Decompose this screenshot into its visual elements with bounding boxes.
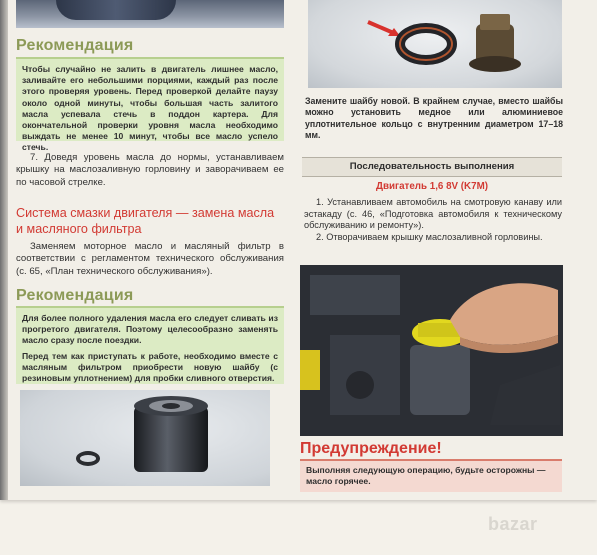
oil-filter-image — [132, 394, 210, 478]
recommendation-text-2a: Для более полного удаления масла его следует сливать из прогретого двигателя. Поэтому целесообразно заменять масло сразу после поездки. — [22, 313, 278, 346]
page-spine-shadow — [0, 0, 8, 500]
sequence-title: Последовательность выполнения — [302, 157, 562, 177]
washer-and-plug-image — [308, 0, 562, 88]
recommendation-box-1 — [16, 57, 284, 153]
engine-photo-top-left — [16, 0, 284, 28]
engine-bay-photo — [300, 265, 563, 436]
washer-photo — [308, 0, 562, 88]
oil-filter-photo — [20, 390, 270, 486]
step-7-paragraph — [16, 152, 284, 189]
recommendation-heading-1: Рекомендация — [16, 37, 134, 54]
step-1-text: 1. Устанавливаем автомобиль на смотровую канаву или эстакаду (с. 46, «Подготовка автомобиля к техническому обслуживанию и ремонту»). — [304, 197, 562, 231]
section-text: Заменяем моторное масло и масляный фильтр в соответствии с регламентом технического обслуживания (с. 65, «План технического обслуживания»). — [16, 241, 284, 277]
recommendation-text-1: Чтобы случайно не залить в двигатель лишнее масло, заливайте его небольшими порциями, каждый раз после этого проверяя уровень. Перед проверкой делайте паузу около одной минуты, чтобы большая часть залитого масла успевала стечь в поддон картера. Для окончательной проверки уровня масла необходимо выждать не менее 10 минут, чтобы все масло успело стечь. — [22, 64, 278, 153]
watermark-text: bazar — [488, 514, 538, 534]
hand-unscrewing-cap-image — [300, 265, 563, 436]
engine-label: Двигатель 1,6 8V (K7M) — [375, 181, 489, 192]
recommendation-text-2b: Перед тем как приступать к работе, необходимо вместе с масляным фильтром приобрести новую шайбу (с резиновым уплотнением) для пробки сливного отверстия. — [22, 350, 278, 384]
recommendation-box-2 — [16, 306, 284, 384]
section-paragraph — [16, 241, 284, 278]
warning-heading: Предупреждение! — [300, 440, 442, 457]
drain-washer-image — [76, 451, 100, 466]
steps-list — [304, 197, 562, 243]
recommendation-heading-2: Рекомендация — [16, 287, 134, 304]
section-heading-oil-change: Система смазки двигателя — замена масла и масляного фильтра — [16, 206, 275, 236]
washer-caption: Замените шайбу новой. В крайнем случае, вместо шайбы можно установить медное или алюминиевое уплотнительное кольцо с внутренним диаметром 17–18 мм. — [305, 96, 563, 141]
step-7-text: 7. Доведя уровень масла до нормы, устанавливаем крышку на маслозаливную горловину и заворачиваем ее по часовой стрелке. — [16, 152, 284, 188]
warning-box — [300, 459, 562, 492]
warning-text: Выполняя следующую операцию, будьте осторожны — масло горячее. — [306, 465, 546, 487]
bazar-watermark-logo — [488, 514, 588, 542]
step-2-text: 2. Отворачиваем крышку маслозаливной горловины. — [316, 231, 543, 242]
